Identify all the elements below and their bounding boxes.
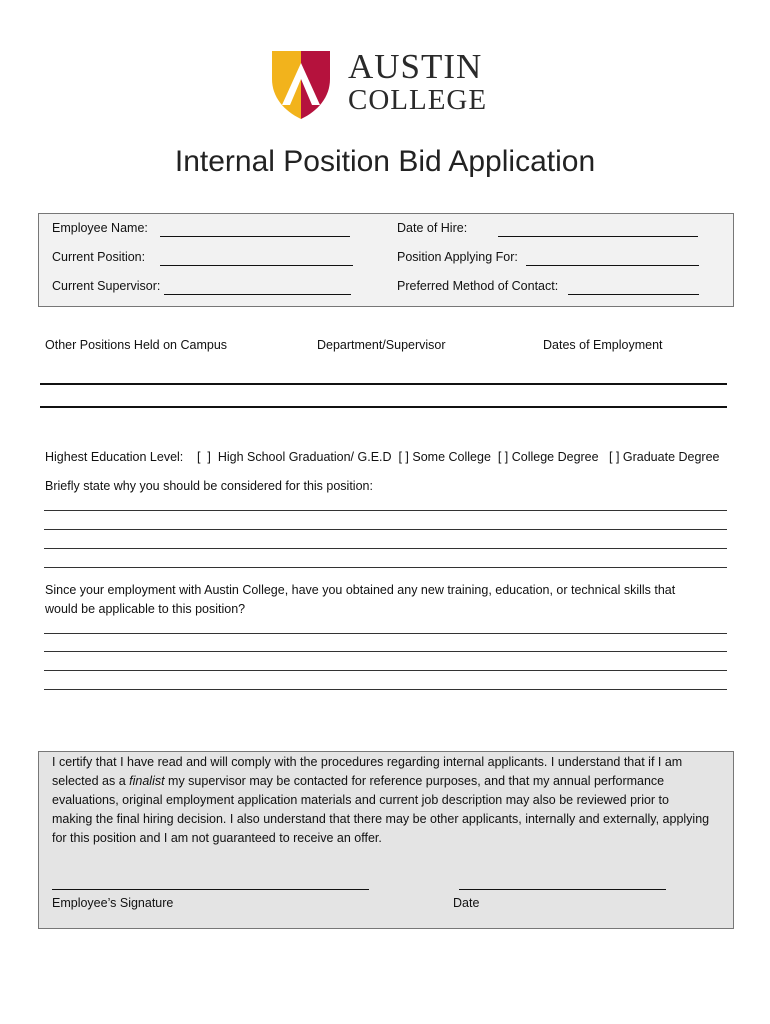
training-answer-line-2[interactable]	[44, 651, 727, 652]
current-position-field[interactable]	[160, 265, 353, 266]
education-label: Highest Education Level:	[45, 450, 184, 464]
current-position-label: Current Position:	[52, 250, 146, 264]
logo-word-college: COLLEGE	[348, 84, 488, 116]
position-applying-field[interactable]	[526, 265, 699, 266]
preferred-contact-label: Preferred Method of Contact:	[397, 279, 559, 293]
employee-name-label: Employee Name:	[52, 221, 148, 235]
position-applying-label: Position Applying For:	[397, 250, 518, 264]
signature-date-field[interactable]	[459, 889, 666, 890]
date-label: Date	[453, 896, 480, 910]
why-answer-line-2[interactable]	[44, 529, 727, 530]
shield-icon	[270, 49, 332, 121]
other-positions-header: Other Positions Held on Campus	[45, 338, 228, 352]
certification-line-3: evaluations, original employment application materials and current job description may also be reviewed prior to	[52, 793, 669, 807]
why-answer-line-4[interactable]	[44, 567, 727, 568]
austin-college-logo	[270, 47, 502, 122]
finalist-emphasis: finalist	[129, 774, 165, 788]
why-answer-line-3[interactable]	[44, 548, 727, 549]
logo-word-austin: AUSTIN	[348, 47, 483, 86]
certification-text	[52, 753, 732, 848]
training-prompt-line-2: would be applicable to this position?	[45, 602, 246, 616]
date-of-hire-field[interactable]	[498, 236, 698, 237]
certification-box	[38, 751, 734, 929]
training-answer-line-4[interactable]	[44, 689, 727, 690]
education-options[interactable]: [ ] High School Graduation/ G.E.D [ ] Some College [ ] College Degree [ ] Graduate Degree	[197, 450, 720, 464]
certification-line-1: I certify that I have read and will comply with the procedures regarding internal applicants. I understand that if I am	[52, 755, 683, 769]
page-title: Internal Position Bid Application	[174, 145, 596, 178]
other-positions-line-2[interactable]	[40, 406, 727, 408]
signature-field[interactable]	[52, 889, 369, 890]
certification-line-4: making the final hiring decision. I also understand that there may be other applicants, internally and externally, applying	[52, 812, 710, 826]
training-answer-line-3[interactable]	[44, 670, 727, 671]
employee-info-box	[38, 213, 734, 307]
why-prompt: Briefly state why you should be considered for this position:	[45, 479, 373, 493]
training-prompt-line-1: Since your employment with Austin College, have you obtained any new training, education, or technical skills that	[45, 583, 676, 597]
date-of-hire-label: Date of Hire:	[397, 221, 468, 235]
certification-line-2: selected as a finalist my supervisor may be contacted for reference purposes, and that my annual performance	[52, 774, 665, 788]
dates-of-employment-header: Dates of Employment	[543, 338, 663, 352]
employee-name-field[interactable]	[160, 236, 350, 237]
preferred-contact-field[interactable]	[568, 294, 699, 295]
current-supervisor-field[interactable]	[164, 294, 351, 295]
why-answer-line-1[interactable]	[44, 510, 727, 511]
certification-line-5: for this position and I am not guaranteed to receive an offer.	[52, 831, 382, 845]
department-supervisor-header: Department/Supervisor	[317, 338, 446, 352]
training-answer-line-1[interactable]	[44, 633, 727, 634]
other-positions-line-1[interactable]	[40, 383, 727, 385]
signature-label: Employee’s Signature	[52, 896, 174, 910]
current-supervisor-label: Current Supervisor:	[52, 279, 161, 293]
